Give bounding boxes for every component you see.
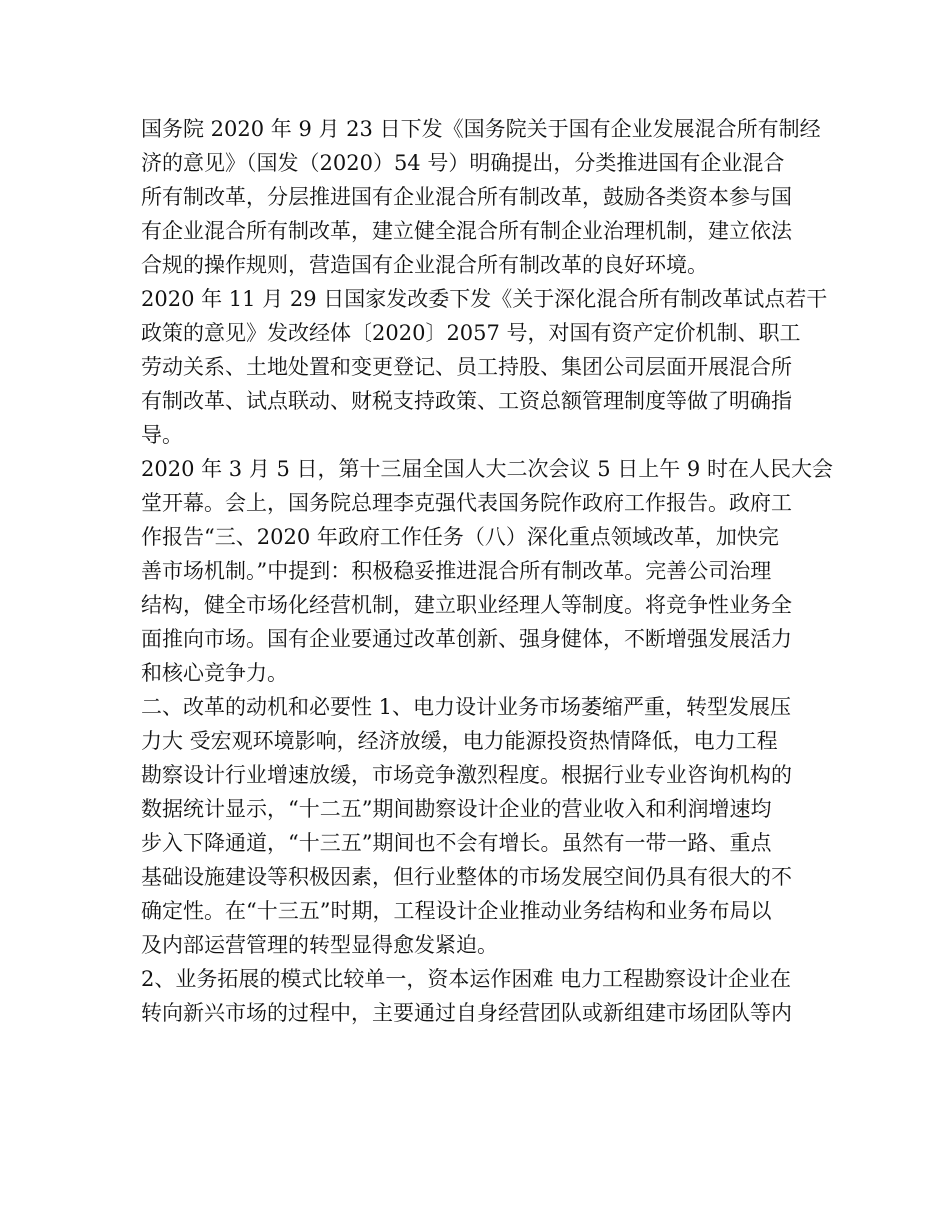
text-line: 2020 年 3 月 5 日，第十三届全国人大二次会议 5 日上午 9 时在人民大会 [141, 457, 833, 481]
text-line: 结构，健全市场化经营机制，建立职业经理人等制度。将竞争性业务全 [141, 593, 792, 617]
text-line: 2、业务拓展的模式比较单一，资本运作困难 电力工程勘察设计企业在 [141, 967, 792, 991]
text-line: 有制改革、试点联动、财税支持政策、工资总额管理制度等做了明确指 [141, 389, 792, 413]
text-line: 基础设施建设等积极因素，但行业整体的市场发展空间仍具有很大的不 [141, 865, 792, 889]
text-line: 作报告“三、2020 年政府工作任务（八）深化重点领域改革，加快完 [141, 525, 779, 549]
text-line: 堂开幕。会上，国务院总理李克强代表国务院作政府工作报告。政府工 [141, 491, 792, 515]
text-line: 有企业混合所有制改革，建立健全混合所有制企业治理机制，建立依法 [141, 219, 792, 243]
text-line: 合规的操作规则，营造国有企业混合所有制改革的良好环境。 [141, 253, 708, 277]
text-line: 劳动关系、土地处置和变更登记、员工持股、集团公司层面开展混合所 [141, 355, 792, 379]
text-line: 数据统计显示，“十二五”期间勘察设计企业的营业收入和利润增速均 [141, 797, 772, 821]
text-line: 勘察设计行业增速放缓，市场竞争激烈程度。根据行业专业咨询机构的 [141, 763, 792, 787]
text-line: 转向新兴市场的过程中，主要通过自身经营团队或新组建市场团队等内 [141, 1001, 792, 1025]
text-line: 所有制改革，分层推进国有企业混合所有制改革，鼓励各类资本参与国 [141, 185, 792, 209]
text-line: 面推向市场。国有企业要通过改革创新、强身健体，不断增强发展活力 [141, 627, 792, 651]
text-line: 步入下降通道，“十三五”期间也不会有增长。虽然有一带一路、重点 [141, 831, 772, 855]
text-line: 力大 受宏观环境影响，经济放缓，电力能源投资热情降低，电力工程 [141, 729, 778, 753]
text-line: 国务院 2020 年 9 月 23 日下发《国务院关于国有企业发展混合所有制经 [141, 117, 821, 141]
text-line: 善市场机制。”中提到：积极稳妥推进混合所有制改革。完善公司治理 [141, 559, 772, 583]
text-line: 及内部运营管理的转型显得愈发紧迫。 [141, 933, 498, 957]
text-line: 济的意见》（国发（2020）54 号）明确提出，分类推进国有企业混合 [141, 151, 785, 175]
text-line: 导。 [141, 423, 183, 447]
text-line: 和核心竞争力。 [141, 661, 288, 685]
text-line: 2020 年 11 月 29 日国家发改委下发《关于深化混合所有制改革试点若干 [141, 287, 828, 311]
text-line: 二、改革的动机和必要性 1、电力设计业务市场萎缩严重，转型发展压 [141, 695, 792, 719]
text-line: 政策的意见》发改经体〔2020〕2057 号，对国有资产定价机制、职工 [141, 321, 801, 345]
text-line: 确定性。在“十三五”时期，工程设计企业推动业务结构和业务布局以 [141, 899, 772, 923]
